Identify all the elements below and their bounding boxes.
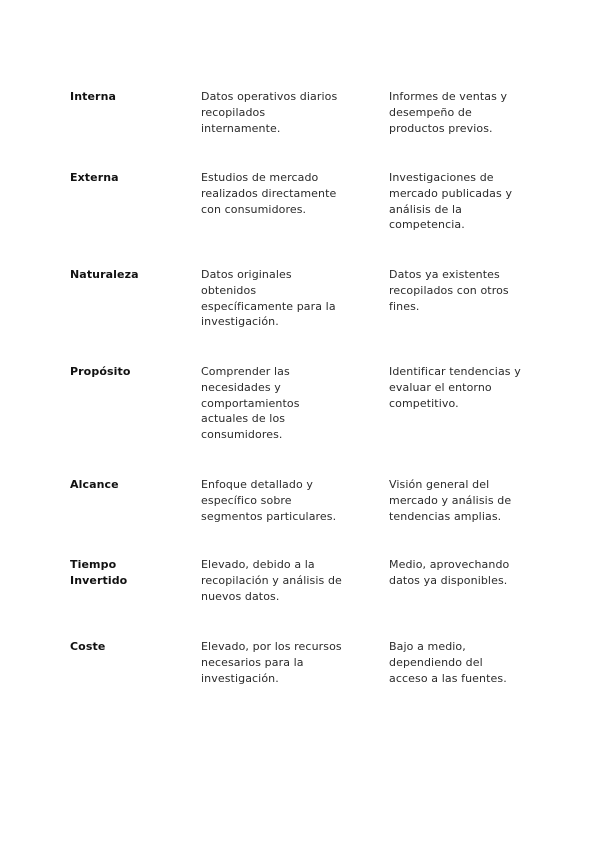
secondary-data-cell: Identificar tendencias y evaluar el entorno competitivo. [389, 365, 521, 410]
primary-data-cell: Elevado, por los recursos necesarios para la investigación. [201, 640, 342, 685]
row-label: Naturaleza [70, 268, 139, 281]
secondary-data-cell: Informes de ventas y desempeño de productos previos. [389, 90, 508, 135]
row-label: Interna [70, 90, 117, 103]
secondary-data-cell: Datos ya existentes recopilados con otros fines. [389, 268, 509, 313]
secondary-data-cell: Medio, aprovechando datos ya disponibles. [389, 558, 510, 587]
row-label: Alcance [70, 478, 119, 491]
secondary-data-cell: Investigaciones de mercado publicadas y análisis de la competencia. [389, 171, 513, 232]
row-label: Externa [70, 171, 119, 184]
row-label: Tiempo Invertido [70, 558, 128, 587]
primary-data-cell: Comprender las necesidades y comportamientos actuales de los consumidores. [201, 365, 300, 442]
row-label: Coste [70, 640, 106, 653]
primary-data-cell: Estudios de mercado realizados directamente con consumidores. [201, 171, 337, 216]
primary-data-cell: Datos operativos diarios recopilados internamente. [201, 90, 338, 135]
secondary-data-cell: Bajo a medio, dependiendo del acceso a las fuentes. [389, 640, 507, 685]
primary-data-cell: Elevado, debido a la recopilación y análisis de nuevos datos. [201, 558, 342, 603]
secondary-data-cell: Visión general del mercado y análisis de tendencias amplias. [389, 478, 512, 523]
primary-data-cell: Datos originales obtenidos específicamente para la investigación. [201, 268, 336, 329]
primary-data-cell: Enfoque detallado y específico sobre segmentos particulares. [201, 478, 337, 523]
row-label: Propósito [70, 365, 131, 378]
